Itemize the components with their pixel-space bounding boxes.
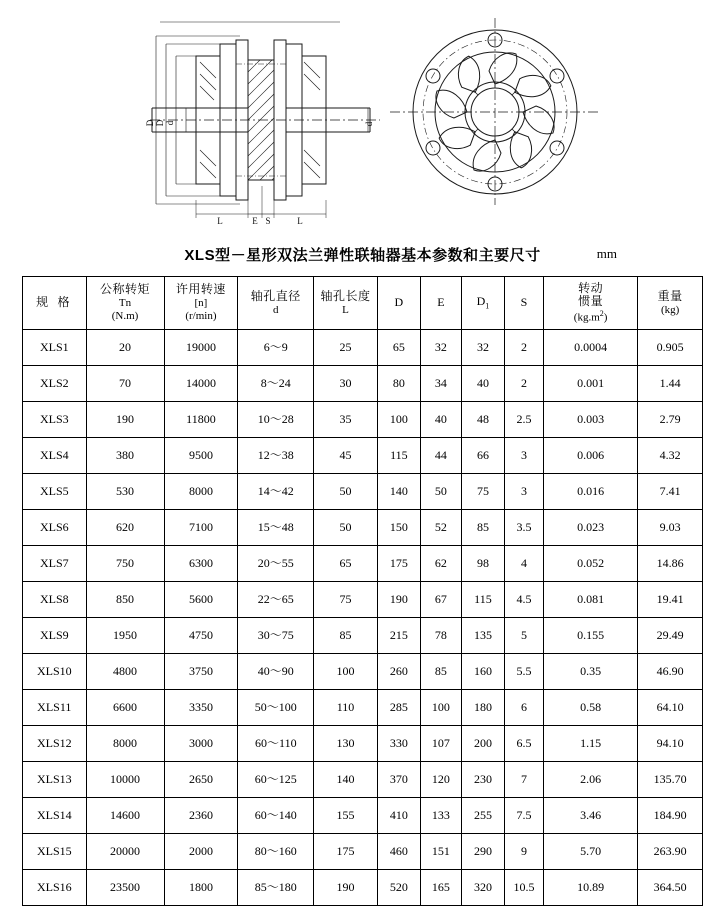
cell-bore: 40～90: [238, 654, 314, 690]
cell-torque: 23500: [86, 870, 164, 906]
cell-borelen: 50: [314, 510, 378, 546]
cell-weight: 29.49: [638, 618, 703, 654]
col-header-E: [420, 277, 461, 330]
cell-weight: 135.70: [638, 762, 703, 798]
cell-bore: 50～100: [238, 690, 314, 726]
table-row: [23, 402, 703, 438]
cell-S: 2: [504, 366, 543, 402]
cell-S: 5: [504, 618, 543, 654]
cell-borelen: 175: [314, 834, 378, 870]
col-header-speed-sub1: [n]: [194, 297, 208, 310]
cell-E: 50: [420, 474, 461, 510]
cell-spec: XLS16: [23, 870, 87, 906]
cell-E: 120: [420, 762, 461, 798]
cell-speed: 14000: [164, 366, 238, 402]
cell-D1: 180: [461, 690, 504, 726]
col-header-torque-sub2: (N.m): [111, 309, 139, 322]
cell-weight: 0.905: [638, 330, 703, 366]
cell-D1: 135: [461, 618, 504, 654]
cell-spec: XLS10: [23, 654, 87, 690]
cell-E: 67: [420, 582, 461, 618]
cell-D1: 32: [461, 330, 504, 366]
cell-D: 370: [377, 762, 420, 798]
cell-bore: 60～110: [238, 726, 314, 762]
cell-speed: 3750: [164, 654, 238, 690]
cell-D: 260: [377, 654, 420, 690]
cell-D: 140: [377, 474, 420, 510]
cell-borelen: 30: [314, 366, 378, 402]
cell-D: 175: [377, 546, 420, 582]
cell-S: 2.5: [504, 402, 543, 438]
cell-bore: 60～125: [238, 762, 314, 798]
col-header-D1: [461, 277, 504, 330]
cell-spec: XLS6: [23, 510, 87, 546]
cell-spec: XLS5: [23, 474, 87, 510]
cell-spec: XLS13: [23, 762, 87, 798]
cell-weight: 46.90: [638, 654, 703, 690]
col-header-speed-cn: 许用转速: [175, 282, 226, 297]
cell-borelen: 35: [314, 402, 378, 438]
cell-D: 190: [377, 582, 420, 618]
cell-E: 165: [420, 870, 461, 906]
cell-S: 7: [504, 762, 543, 798]
cell-inertia: 0.006: [543, 438, 637, 474]
col-header-weight: [638, 277, 703, 330]
cell-D1: 98: [461, 546, 504, 582]
inertia-unit-a: (kg.m: [573, 311, 600, 324]
coupling-drawing-svg: [0, 0, 725, 232]
dim-label-S: S: [265, 216, 271, 226]
cell-S: 10.5: [504, 870, 543, 906]
table-row: [23, 618, 703, 654]
table-row: [23, 834, 703, 870]
cell-torque: 8000: [86, 726, 164, 762]
col-header-borelen: [314, 277, 378, 330]
table-row: [23, 654, 703, 690]
table-row: [23, 690, 703, 726]
cell-E: 32: [420, 330, 461, 366]
cell-D1: 290: [461, 834, 504, 870]
cell-spec: XLS12: [23, 726, 87, 762]
col-header-inertia: [543, 277, 637, 330]
spec-table: [22, 276, 703, 906]
cell-weight: 19.41: [638, 582, 703, 618]
col-header-inertia-cn2: 惯量: [578, 294, 604, 309]
table-row: [23, 510, 703, 546]
inertia-unit-b: ): [603, 311, 608, 324]
cell-weight: 14.86: [638, 546, 703, 582]
cell-D: 285: [377, 690, 420, 726]
dim-label-D: D: [145, 119, 155, 127]
cell-bore: 30～75: [238, 618, 314, 654]
cell-inertia: 0.35: [543, 654, 637, 690]
cell-inertia: 0.003: [543, 402, 637, 438]
cell-D: 115: [377, 438, 420, 474]
cell-weight: 7.41: [638, 474, 703, 510]
cell-S: 6.5: [504, 726, 543, 762]
table-row: [23, 366, 703, 402]
cell-E: 151: [420, 834, 461, 870]
cell-inertia: 0.58: [543, 690, 637, 726]
cell-D1: 40: [461, 366, 504, 402]
cell-S: 4: [504, 546, 543, 582]
inertia-unit-exp: 2: [599, 309, 604, 319]
table-row: [23, 582, 703, 618]
cell-spec: XLS3: [23, 402, 87, 438]
cell-weight: 2.79: [638, 402, 703, 438]
cell-spec: XLS8: [23, 582, 87, 618]
cell-speed: 5600: [164, 582, 238, 618]
cell-borelen: 190: [314, 870, 378, 906]
table-row: [23, 438, 703, 474]
cell-D: 65: [377, 330, 420, 366]
cell-inertia: 3.46: [543, 798, 637, 834]
cell-borelen: 50: [314, 474, 378, 510]
cell-inertia: 0.023: [543, 510, 637, 546]
dim-label-D-inner: D: [155, 119, 165, 127]
cell-weight: 184.90: [638, 798, 703, 834]
cell-bore: 12～38: [238, 438, 314, 474]
col-header-speed-sub2: (r/min): [185, 309, 217, 322]
table-row: [23, 546, 703, 582]
cell-bore: 80～160: [238, 834, 314, 870]
spec-table-wrapper: [22, 276, 703, 906]
cell-inertia: 0.052: [543, 546, 637, 582]
cell-speed: 6300: [164, 546, 238, 582]
cell-S: 7.5: [504, 798, 543, 834]
cell-borelen: 45: [314, 438, 378, 474]
cell-bore: 6～9: [238, 330, 314, 366]
cell-torque: 750: [86, 546, 164, 582]
col-header-weight-sub: (kg): [660, 303, 680, 316]
cell-S: 9: [504, 834, 543, 870]
cell-torque: 380: [86, 438, 164, 474]
cell-bore: 8～24: [238, 366, 314, 402]
col-header-S: [504, 277, 543, 330]
cell-bore: 10～28: [238, 402, 314, 438]
cell-D1: 115: [461, 582, 504, 618]
cell-D: 80: [377, 366, 420, 402]
cell-inertia: 5.70: [543, 834, 637, 870]
cell-borelen: 100: [314, 654, 378, 690]
cell-E: 85: [420, 654, 461, 690]
col-header-E-label: E: [437, 295, 445, 310]
cell-borelen: 155: [314, 798, 378, 834]
cell-E: 62: [420, 546, 461, 582]
cell-bore: 15～48: [238, 510, 314, 546]
cell-spec: XLS15: [23, 834, 87, 870]
dim-label-d-right: d: [364, 121, 374, 127]
cell-E: 34: [420, 366, 461, 402]
cell-speed: 3350: [164, 690, 238, 726]
cell-bore: 20～55: [238, 546, 314, 582]
dim-label-d: d: [165, 120, 175, 126]
cell-E: 78: [420, 618, 461, 654]
cell-speed: 1800: [164, 870, 238, 906]
cell-D1: 160: [461, 654, 504, 690]
cell-torque: 70: [86, 366, 164, 402]
dim-label-L-left: L: [217, 216, 223, 226]
table-row: [23, 330, 703, 366]
cell-weight: 9.03: [638, 510, 703, 546]
cell-borelen: 130: [314, 726, 378, 762]
cell-torque: 620: [86, 510, 164, 546]
col-header-spec-label: 规 格: [36, 295, 73, 310]
cell-speed: 3000: [164, 726, 238, 762]
col-header-borelen-sub: L: [342, 303, 349, 316]
col-header-weight-cn: 重量: [657, 288, 683, 303]
cell-weight: 64.10: [638, 690, 703, 726]
cell-weight: 1.44: [638, 366, 703, 402]
cell-E: 107: [420, 726, 461, 762]
table-row: [23, 870, 703, 906]
cell-spec: XLS7: [23, 546, 87, 582]
col-header-S-label: S: [520, 295, 528, 310]
cell-torque: 4800: [86, 654, 164, 690]
table-row: [23, 762, 703, 798]
col-header-D1-label: D: [476, 294, 486, 309]
col-header-D-label: D: [394, 295, 404, 310]
cell-bore: 85～180: [238, 870, 314, 906]
cell-S: 2: [504, 330, 543, 366]
cell-E: 133: [420, 798, 461, 834]
cell-torque: 190: [86, 402, 164, 438]
col-header-speed: [164, 277, 238, 330]
cell-spec: XLS1: [23, 330, 87, 366]
cell-weight: 263.90: [638, 834, 703, 870]
cell-E: 44: [420, 438, 461, 474]
cell-S: 3.5: [504, 510, 543, 546]
cell-torque: 850: [86, 582, 164, 618]
cell-D1: 255: [461, 798, 504, 834]
cell-speed: 8000: [164, 474, 238, 510]
cell-borelen: 140: [314, 762, 378, 798]
cell-weight: 364.50: [638, 870, 703, 906]
cell-spec: XLS4: [23, 438, 87, 474]
cell-bore: 22～65: [238, 582, 314, 618]
cell-D: 460: [377, 834, 420, 870]
technical-drawing: [0, 0, 725, 232]
cell-torque: 20: [86, 330, 164, 366]
cell-torque: 1950: [86, 618, 164, 654]
cell-E: 52: [420, 510, 461, 546]
dim-label-L-right: L: [297, 216, 303, 226]
cell-inertia: 0.0004: [543, 330, 637, 366]
cell-spec: XLS9: [23, 618, 87, 654]
cell-D: 410: [377, 798, 420, 834]
col-header-bore-cn: 轴孔直径: [250, 288, 301, 303]
cell-weight: 4.32: [638, 438, 703, 474]
cell-inertia: 0.081: [543, 582, 637, 618]
title-row: [0, 238, 725, 276]
cell-borelen: 85: [314, 618, 378, 654]
cell-S: 3: [504, 438, 543, 474]
cell-bore: 60～140: [238, 798, 314, 834]
cell-inertia: 0.155: [543, 618, 637, 654]
col-header-inertia-units: [544, 309, 637, 324]
cell-D1: 48: [461, 402, 504, 438]
cell-S: 4.5: [504, 582, 543, 618]
cell-torque: 530: [86, 474, 164, 510]
cell-D1: 85: [461, 510, 504, 546]
col-header-D: [377, 277, 420, 330]
cell-speed: 2360: [164, 798, 238, 834]
cell-inertia: 1.15: [543, 726, 637, 762]
cell-D1: 320: [461, 870, 504, 906]
table-row: [23, 474, 703, 510]
spec-table-body: [23, 330, 703, 906]
cell-D1: 200: [461, 726, 504, 762]
col-header-bore-sub: d: [273, 303, 279, 316]
cell-D1: 75: [461, 474, 504, 510]
table-row: [23, 726, 703, 762]
col-header-torque: [86, 277, 164, 330]
cell-speed: 2000: [164, 834, 238, 870]
cell-borelen: 110: [314, 690, 378, 726]
cell-E: 100: [420, 690, 461, 726]
col-header-torque-sub1: Tn: [118, 297, 132, 310]
col-header-inertia-cn1: 转动: [578, 280, 604, 295]
cell-speed: 9500: [164, 438, 238, 474]
dim-label-E: E: [252, 216, 258, 226]
cell-D1: 66: [461, 438, 504, 474]
cell-torque: 20000: [86, 834, 164, 870]
cell-inertia: 0.001: [543, 366, 637, 402]
cell-torque: 14600: [86, 798, 164, 834]
cell-inertia: 0.016: [543, 474, 637, 510]
col-header-bore: [238, 277, 314, 330]
cell-borelen: 25: [314, 330, 378, 366]
col-header-borelen-cn: 轴孔长度: [320, 288, 371, 303]
cell-borelen: 75: [314, 582, 378, 618]
cell-speed: 4750: [164, 618, 238, 654]
table-row: [23, 798, 703, 834]
cell-E: 40: [420, 402, 461, 438]
cell-D: 330: [377, 726, 420, 762]
cell-spec: XLS14: [23, 798, 87, 834]
page-title: XLS型－星形双法兰弹性联轴器基本参数和主要尺寸: [184, 247, 541, 264]
cell-torque: 6600: [86, 690, 164, 726]
cell-S: 5.5: [504, 654, 543, 690]
cell-D1: 230: [461, 762, 504, 798]
col-header-spec: [23, 277, 87, 330]
cell-speed: 7100: [164, 510, 238, 546]
col-header-torque-cn: 公称转矩: [100, 282, 151, 297]
cell-bore: 14～42: [238, 474, 314, 510]
table-header-row: [23, 277, 703, 330]
cell-S: 3: [504, 474, 543, 510]
unit-label: mm: [596, 246, 617, 261]
cell-D: 215: [377, 618, 420, 654]
cell-speed: 19000: [164, 330, 238, 366]
cell-speed: 2650: [164, 762, 238, 798]
cell-inertia: 10.89: [543, 870, 637, 906]
cell-spec: XLS11: [23, 690, 87, 726]
cell-D: 520: [377, 870, 420, 906]
cell-S: 6: [504, 690, 543, 726]
cell-spec: XLS2: [23, 366, 87, 402]
cell-inertia: 2.06: [543, 762, 637, 798]
cell-D: 150: [377, 510, 420, 546]
cell-borelen: 65: [314, 546, 378, 582]
cell-speed: 11800: [164, 402, 238, 438]
cell-torque: 10000: [86, 762, 164, 798]
cell-weight: 94.10: [638, 726, 703, 762]
cell-D: 100: [377, 402, 420, 438]
col-header-D1-subscript: 1: [485, 301, 490, 311]
